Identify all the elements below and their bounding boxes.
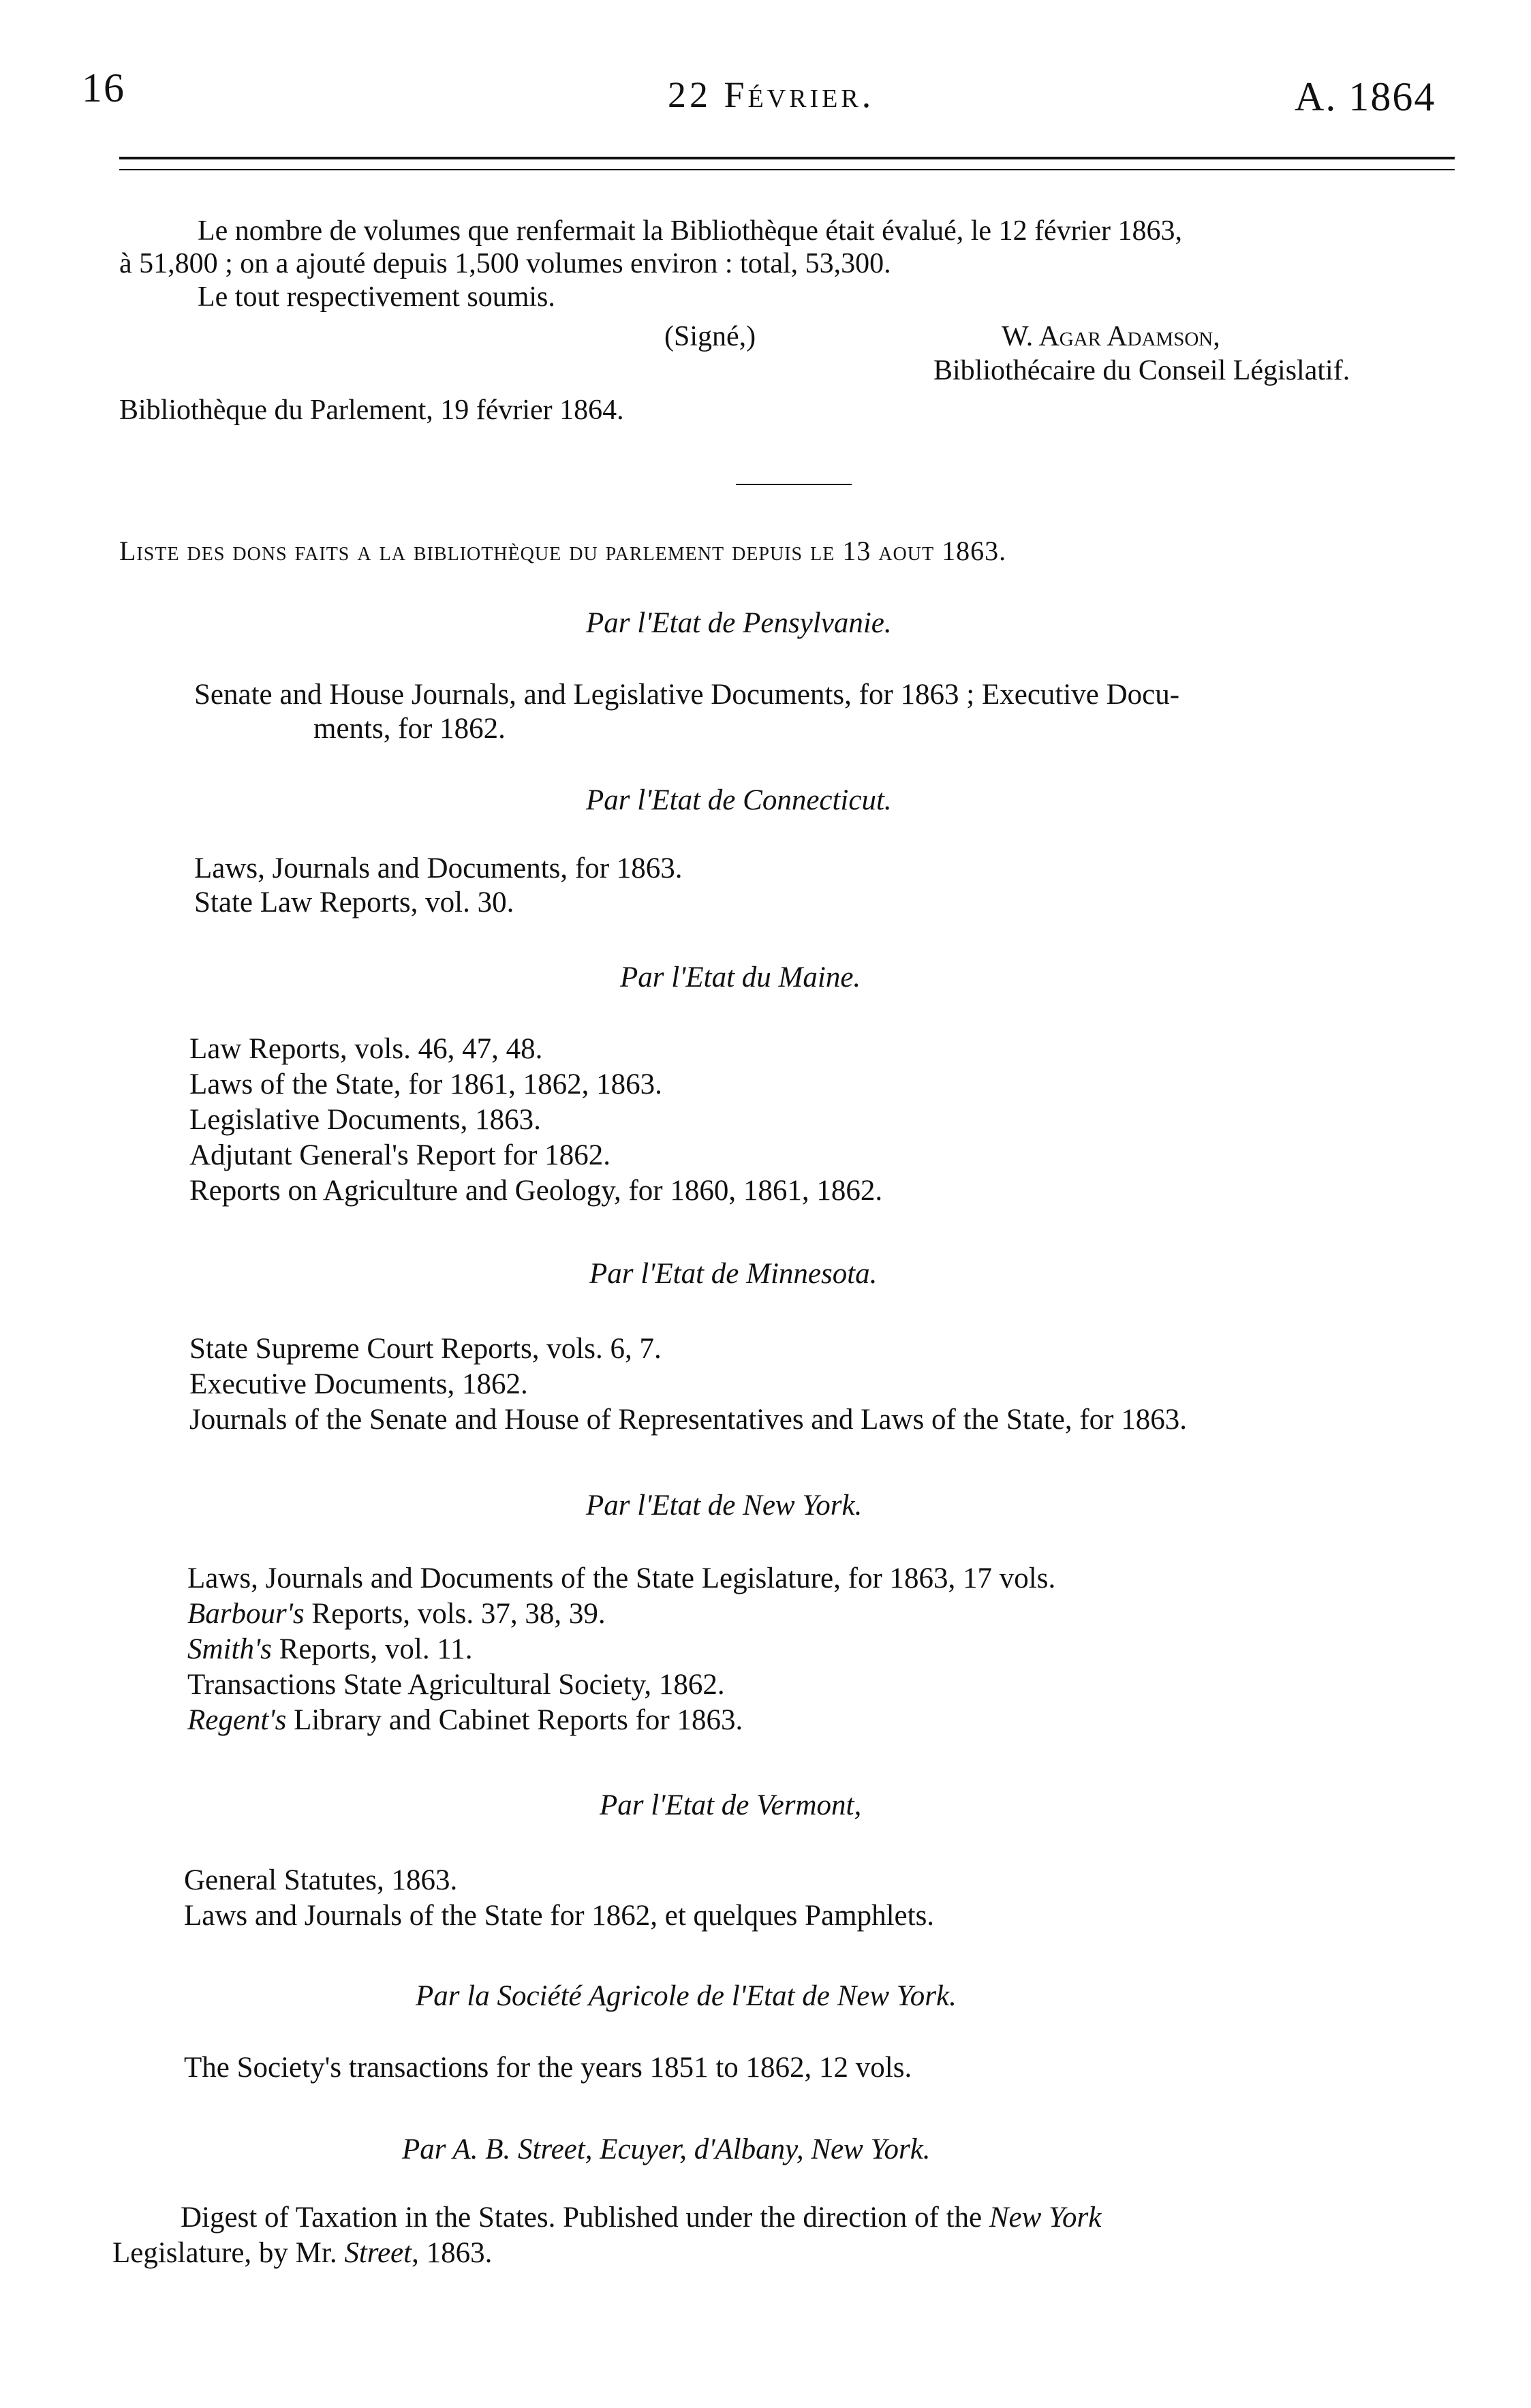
donor-heading: Par l'Etat de Vermont, xyxy=(600,1789,862,1821)
donor-heading: Par la Société Agricole de l'Etat de New York. xyxy=(416,1980,957,2012)
report-line-3: Le tout respectivement soumis. xyxy=(198,281,555,313)
list-item: Transactions State Agricultural Society, 1862. xyxy=(187,1669,725,1701)
list-item-text: Legislature, by Mr. xyxy=(112,2237,345,2269)
list-item xyxy=(187,1703,743,1737)
italic-reporter-name: Barbour's xyxy=(187,1598,305,1630)
report-place-date: Bibliothèque du Parlement, 19 février 1864. xyxy=(119,395,624,426)
donor-heading: Par A. B. Street, Ecuyer, d'Albany, New York. xyxy=(402,2133,931,2165)
list-item xyxy=(187,1597,606,1631)
list-item xyxy=(187,1633,473,1666)
section-divider xyxy=(736,484,852,485)
list-item: Adjutant General's Report for 1862. xyxy=(189,1139,610,1171)
list-item: State Supreme Court Reports, vols. 6, 7. xyxy=(189,1333,662,1365)
list-title: Liste des dons faits a la bibliothèque du parlement depuis le 13 aout 1863. xyxy=(119,536,1007,566)
header-rule-top xyxy=(119,157,1455,159)
list-item: General Statutes, 1863. xyxy=(184,1864,458,1896)
list-item: State Law Reports, vol. 30. xyxy=(194,886,514,919)
italic-reporter-name: Smith's xyxy=(187,1633,272,1665)
header-rule-bottom xyxy=(119,169,1455,170)
list-item: Law Reports, vols. 46, 47, 48. xyxy=(189,1033,543,1065)
donor-heading: Par l'Etat de Pensylvanie. xyxy=(586,607,892,639)
list-item: Laws, Journals and Documents, for 1863. xyxy=(194,852,683,884)
list-item xyxy=(112,2236,492,2270)
list-item-text: , 1863. xyxy=(412,2237,493,2269)
donor-heading: Par l'Etat de Connecticut. xyxy=(586,784,892,816)
list-item: Reports on Agriculture and Geology, for 1860, 1861, 1862. xyxy=(189,1175,883,1207)
page-number: 16 xyxy=(82,65,125,110)
signed-label: (Signé,) xyxy=(664,321,756,352)
italic-reporter-name: Regent's xyxy=(187,1704,287,1736)
list-item xyxy=(181,2201,1101,2234)
italic-author-name: Street xyxy=(344,2237,412,2269)
list-item: Laws and Journals of the State for 1862, et quelques Pamphlets. xyxy=(184,1900,935,1932)
page-date: 22 Février. xyxy=(668,74,875,115)
list-item: Executive Documents, 1862. xyxy=(189,1368,528,1400)
list-item: Laws, Journals and Documents of the State Legislature, for 1863, 17 vols. xyxy=(187,1562,1056,1594)
list-item: Journals of the Senate and House of Representatives and Laws of the State, for 1863. xyxy=(189,1404,1187,1436)
list-item: The Society's transactions for the years 1851 to 1862, 12 vols. xyxy=(184,2052,912,2084)
list-item: Laws of the State, for 1861, 1862, 1863. xyxy=(189,1068,662,1100)
list-item-text: Digest of Taxation in the States. Published under the direction of the xyxy=(181,2202,989,2234)
donor-heading: Par l'Etat de Minnesota. xyxy=(589,1258,878,1290)
list-item-text: Reports, vols. 37, 38, 39. xyxy=(304,1598,606,1630)
donor-heading: Par l'Etat de New York. xyxy=(586,1489,863,1522)
list-item-text: Reports, vol. 11. xyxy=(271,1633,473,1665)
signer-name: W. Agar Adamson, xyxy=(1002,321,1220,352)
signer-title: Bibliothécaire du Conseil Législatif. xyxy=(933,355,1350,386)
list-item-text: Library and Cabinet Reports for 1863. xyxy=(286,1704,743,1736)
donor-heading: Par l'Etat du Maine. xyxy=(620,961,861,993)
report-line-2: à 51,800 ; on a ajouté depuis 1,500 volumes environ : total, 53,300. xyxy=(119,248,891,279)
list-item: Senate and House Journals, and Legislative Documents, for 1863 ; Executive Docu- xyxy=(194,679,1180,711)
page-year: A. 1864 xyxy=(1295,74,1436,119)
list-item: ments, for 1862. xyxy=(313,713,506,745)
list-item: Legislative Documents, 1863. xyxy=(189,1104,541,1136)
report-line-1: Le nombre de volumes que renfermait la Bibliothèque était évalué, le 12 février 1863, xyxy=(198,215,1182,247)
italic-place-name: New York xyxy=(989,2202,1102,2234)
